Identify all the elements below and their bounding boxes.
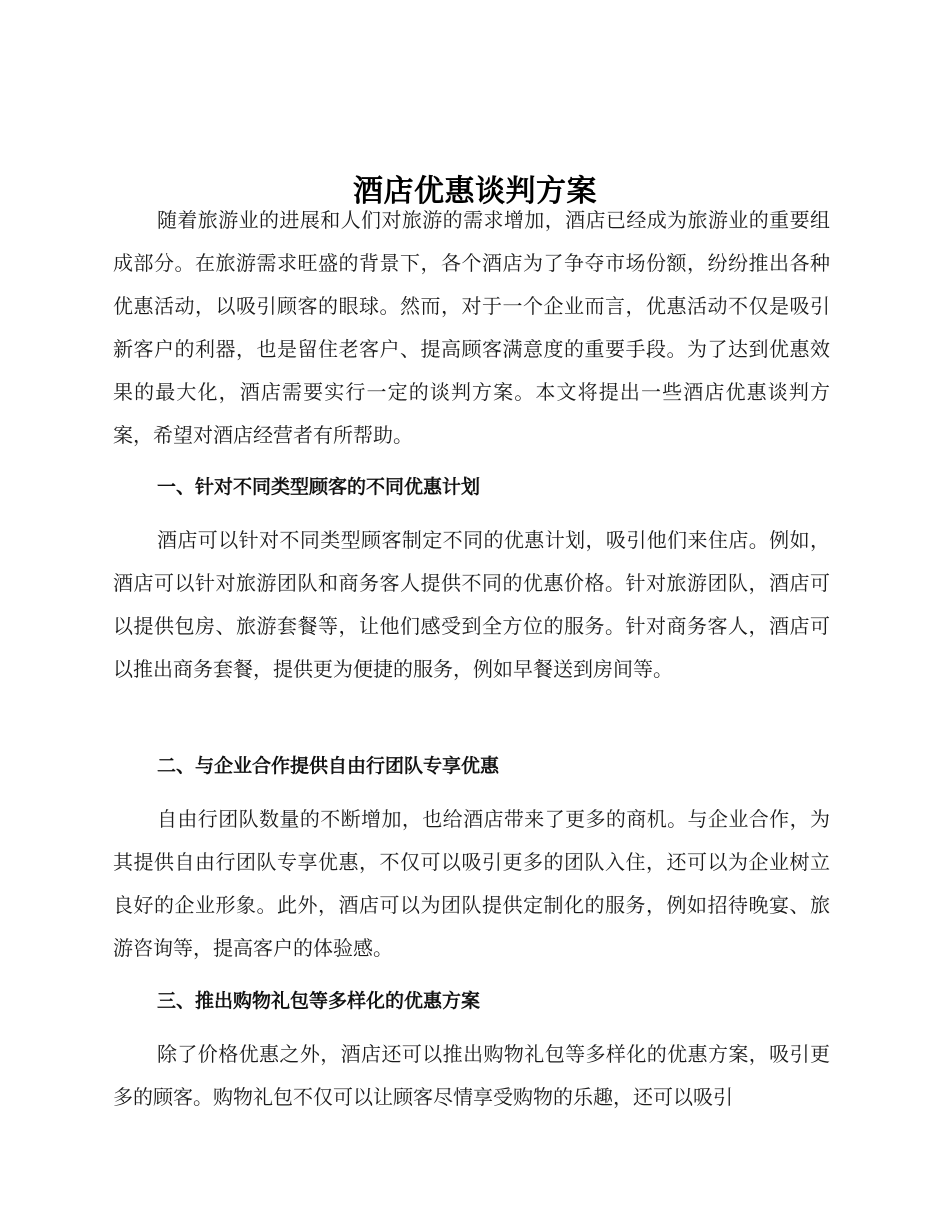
section-heading-1: 一、针对不同类型顾客的不同优惠计划 [157, 476, 481, 498]
section-body-2: 自由行团队数量的不断增加，也给酒店带来了更多的商机。与企业合作，为其提供自由行团队专享优惠，不仅可以吸引更多的团队入住，还可以为企业树立良好的企业形象。此外，酒店可以为团队提供定制化的服务，例如招待晚宴、旅游咨询等，提高客户的体验感。 [113, 807, 830, 960]
section-heading-3: 三、推出购物礼包等多样化的优惠方案 [157, 990, 481, 1012]
section-heading-2: 二、与企业合作提供自由行团队专享优惠 [157, 755, 500, 777]
document-title: 酒店优惠谈判方案 [353, 174, 597, 210]
section-body-3: 除了价格优惠之外，酒店还可以推出购物礼包等多样化的优惠方案，吸引更多的顾客。购物礼包不仅可以让顾客尽情享受购物的乐趣，还可以吸引 [113, 1042, 830, 1109]
intro-paragraph: 随着旅游业的进展和人们对旅游的需求增加，酒店已经成为旅游业的重要组成部分。在旅游需求旺盛的背景下，各个酒店为了争夺市场份额，纷纷推出各种优惠活动，以吸引顾客的眼球。然而，对于一个企业而言，优惠活动不仅是吸引新客户的利器，也是留住老客户、提高顾客满意度的重要手段。为了达到优惠效果的最大化，酒店需要实行一定的谈判方案。本文将提出一些酒店优惠谈判方案，希望对酒店经营者有所帮助。 [113, 208, 830, 447]
section-body-1: 酒店可以针对不同类型顾客制定不同的优惠计划，吸引他们来住店。例如，酒店可以针对旅游团队和商务客人提供不同的优惠价格。针对旅游团队，酒店可以提供包房、旅游套餐等，让他们感受到全方位的服务。针对商务客人，酒店可以推出商务套餐，提供更为便捷的服务，例如早餐送到房间等。 [113, 528, 830, 681]
